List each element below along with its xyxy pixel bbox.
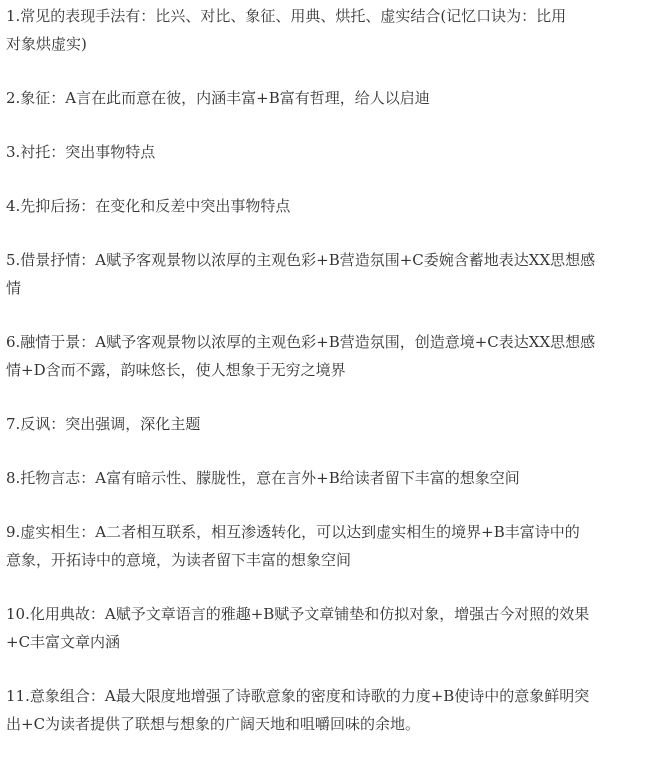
list-item <box>6 246 646 302</box>
item-line: 4.先抑后扬：在变化和反差中突出事物特点 <box>6 197 291 215</box>
item-line: 1.常见的表现手法有：比兴、对比、象征、用典、烘托、虚实结合(记忆口诀为：比用 <box>6 7 567 25</box>
item-line: 6.融情于景：A赋予客观景物以浓厚的主观色彩+B营造氛围，创造意境+C表达XX思想感 <box>6 333 596 351</box>
document-body <box>6 2 646 764</box>
item-line: 11.意象组合：A最大限度地增强了诗歌意象的密度和诗歌的力度+B使诗中的意象鲜明突 <box>6 687 590 705</box>
list-item <box>6 518 646 574</box>
list-item <box>6 84 646 112</box>
item-line: 3.衬托：突出事物特点 <box>6 143 156 161</box>
item-line: 5.借景抒情：A赋予客观景物以浓厚的主观色彩+B营造氛围+C委婉含蓄地表达XX思想感 <box>6 251 596 269</box>
item-line: 10.化用典故：A赋予文章语言的雅趣+B赋予文章铺垫和仿拟对象，增强古今对照的效果 <box>6 605 590 623</box>
list-item <box>6 600 646 656</box>
list-item <box>6 410 646 438</box>
item-line: 对象烘虚实) <box>6 35 87 53</box>
list-item <box>6 2 646 58</box>
item-line: 情+D含而不露，韵味悠长，使人想象于无穷之境界 <box>6 361 346 379</box>
list-item <box>6 464 646 492</box>
item-line: 意象，开拓诗中的意境，为读者留下丰富的想象空间 <box>6 551 352 569</box>
item-line: 9.虚实相生：A二者相互联系，相互渗透转化，可以达到虚实相生的境界+B丰富诗中的 <box>6 523 580 541</box>
item-line: 情 <box>6 279 22 297</box>
list-item <box>6 682 646 738</box>
item-line: 出+C为读者提供了联想与想象的广阔天地和咀嚼回味的余地。 <box>6 715 421 733</box>
item-line: +C丰富文章内涵 <box>6 633 121 651</box>
list-item <box>6 328 646 384</box>
list-item <box>6 138 646 166</box>
item-line: 8.托物言志：A富有暗示性、朦胧性，意在言外+B给读者留下丰富的想象空间 <box>6 469 520 487</box>
item-line: 7.反讽：突出强调，深化主题 <box>6 415 201 433</box>
item-line: 2.象征：A言在此而意在彼，内涵丰富+B富有哲理，给人以启迪 <box>6 89 430 107</box>
list-item <box>6 192 646 220</box>
